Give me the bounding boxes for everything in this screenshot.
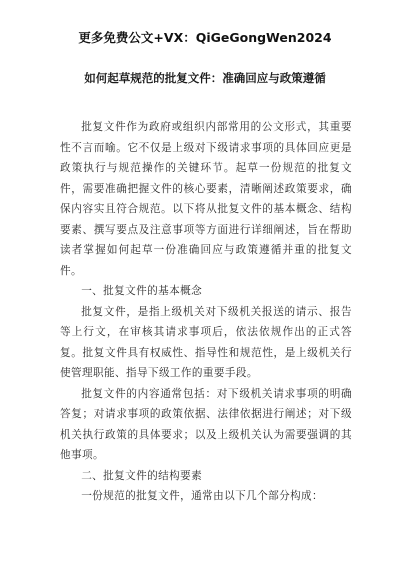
paragraph-definition: 批复文件，是指上级机关对下级机关报送的请示、报告等上行文，在审核其请求事项后，依法依规作出的正式答复。批复文件具有权威性、指导性和规范性，是上级机关行使管理职能、指导下级工作的重要手段。	[60, 305, 352, 379]
paragraph-intro: 批复文件作为政府或组织内部常用的公文形式，其重要性不言而喻。它不仅是上级对下级请求事项的具体回应更是政策执行与规范操作的关键环节。起草一份规范的批复文件，需要准确把握文件的核心要素，清晰阐述政策要求，确保内容实且符合规范。以下将从批复文件的基本概念、结构要素、撰写要点及注意事项等方面进行详细阐述，旨在帮助读者掌握如何起草一份准确回应与政策遵循并重的批复文件。	[60, 121, 352, 277]
header-note: 更多免费公文+VX：QiGeGongWen2024	[78, 30, 332, 45]
section-heading-2: 二、批复文件的结构要素	[81, 469, 203, 482]
paragraph-structure: 一份规范的批复文件，通常由以下几个部分构成：	[81, 490, 324, 502]
paragraph-content: 批复文件的内容通常包括：对下级机关请求事项的明确答复；对请求事项的政策依据、法律依据进行阐述；对下级机关执行政策的具体要求；以及上级机关认为需要强调的其他事项。	[60, 387, 352, 461]
document-title: 如何起草规范的批复文件：准确回应与政策遵循	[84, 71, 326, 85]
document-body	[60, 117, 352, 507]
section-heading-1: 一、批复文件的基本概念	[81, 285, 203, 297]
